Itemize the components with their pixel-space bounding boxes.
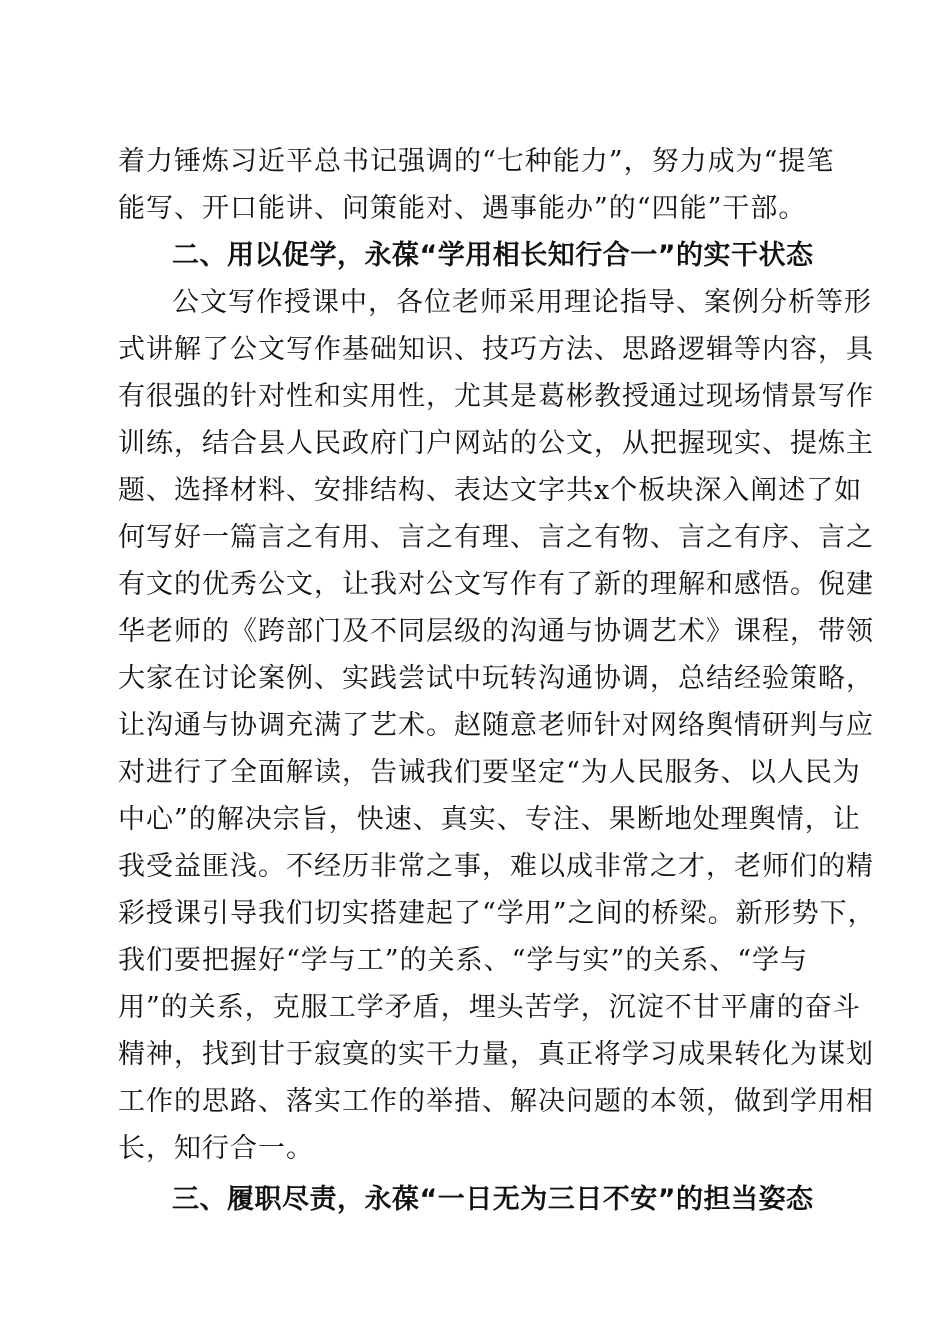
body-line: 让沟通与协调充满了艺术。赵随意老师针对网络舆情研判与应 — [118, 710, 874, 741]
body-line: 长，知行合一。 — [118, 1133, 314, 1164]
body-line: 对进行了全面解读，告诫我们要坚定“为人民服务、以人民为 — [118, 757, 861, 788]
body-line: 大家在讨论案例、实践尝试中玩转沟通协调，总结经验策略， — [118, 663, 874, 694]
body-line: 着力锤炼习近平总书记强调的“七种能力”，努力成为“提笔 — [118, 146, 835, 177]
body-line: 精神，找到甘于寂寞的实干力量，真正将学习成果转化为谋划 — [118, 1039, 874, 1070]
body-line: 公文写作授课中，各位老师采用理论指导、案例分析等形 — [172, 287, 872, 318]
body-line: 题、选择材料、安排结构、表达文字共x个板块深入阐述了如 — [118, 475, 863, 506]
body-line: 训练，结合县人民政府门户网站的公文，从把握现实、提炼主 — [118, 428, 874, 459]
body-line: 我们要把握好“学与工”的关系、“学与实”的关系、“学与 — [118, 945, 809, 976]
body-line: 华老师的《跨部门及不同层级的沟通与协调艺术》课程，带领 — [118, 616, 874, 647]
body-line: 中心”的解决宗旨，快速、真实、专注、果断地处理舆情，让 — [118, 804, 861, 835]
body-line: 有文的优秀公文，让我对公文写作有了新的理解和感悟。倪建 — [118, 569, 874, 600]
body-line: 彩授课引导我们切实搭建起了“学用”之间的桥梁。新形势下， — [118, 898, 876, 929]
body-line: 何写好一篇言之有用、言之有理、言之有物、言之有序、言之 — [118, 522, 874, 553]
body-line: 能写、开口能讲、问策能对、遇事能办”的“四能”干部。 — [118, 193, 807, 224]
section-heading-2: 二、用以促学，永葆“学用相长知行合一”的实干状态 — [172, 240, 814, 271]
body-line: 工作的思路、落实工作的举措、解决问题的本领，做到学用相 — [118, 1086, 874, 1117]
section-heading-3: 三、履职尽责，永葆“一日无为三日不安”的担当姿态 — [172, 1184, 814, 1215]
body-line: 用”的关系，克服工学矛盾，埋头苦学，沉淀不甘平庸的奋斗 — [118, 992, 861, 1023]
body-line: 式讲解了公文写作基础知识、技巧方法、思路逻辑等内容，具 — [118, 334, 874, 365]
body-line: 我受益匪浅。不经历非常之事，难以成非常之才，老师们的精 — [118, 851, 874, 882]
body-line: 有很强的针对性和实用性，尤其是葛彬教授通过现场情景写作 — [118, 381, 874, 412]
